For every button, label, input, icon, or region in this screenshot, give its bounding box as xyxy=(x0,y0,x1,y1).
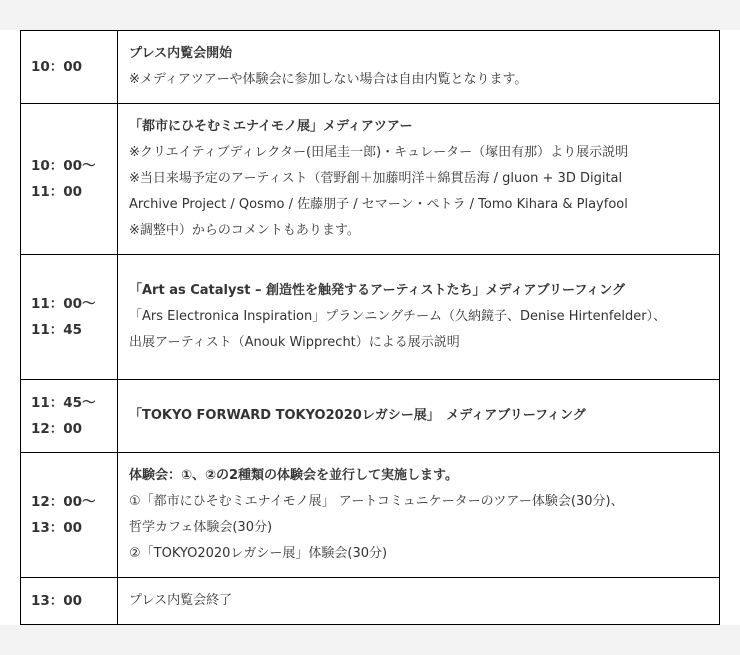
content-cell xyxy=(118,255,720,380)
time-start: 12：00〜 xyxy=(31,494,96,510)
time-cell xyxy=(21,255,118,380)
session-note: ※クリエイティブディレクター(田尾圭一郎)・キュレーター（塚田有那）より展示説明 xyxy=(129,145,629,160)
time-text: 10：00 xyxy=(31,59,83,75)
session-title: 「都市にひそむミエナイモノ展」メディアツアー xyxy=(129,119,413,134)
session-note: ※調整中）からのコメントもあります。 xyxy=(129,223,360,238)
table-row xyxy=(21,380,720,453)
time-start: 11：45〜 xyxy=(31,395,96,411)
session-note: 哲学カフェ体験会(30分) xyxy=(129,520,273,535)
content-cell xyxy=(118,453,720,578)
time-start: 11：00〜 xyxy=(31,296,96,312)
session-note: ①「都市にひそむミエナイモノ展」 アートコミュニケーターのツアー体験会(30分)、 xyxy=(129,494,624,509)
table-row xyxy=(21,578,720,625)
content-cell xyxy=(118,104,720,255)
content-cell xyxy=(118,31,720,104)
session-note: ※当日来場予定のアーティスト（菅野創＋加藤明洋＋綿貫岳海 / gluon + 3D Digital xyxy=(129,171,623,186)
session-title: プレス内覧会開始 xyxy=(129,46,233,61)
time-cell xyxy=(21,578,118,625)
content-cell xyxy=(118,578,720,625)
schedule-table xyxy=(20,30,720,625)
session-title: 「Art as Catalyst – 創造性を触発するアーティストたち」メディアブリーフィング xyxy=(129,283,626,298)
time-text: 13：00 xyxy=(31,593,83,609)
time-cell xyxy=(21,104,118,255)
table-row xyxy=(21,104,720,255)
time-start: 10：00〜 xyxy=(31,158,96,174)
content-cell xyxy=(118,380,720,453)
time-end: 12：00 xyxy=(31,421,83,437)
session-note: ②「TOKYO2020レガシー展」体験会(30分) xyxy=(129,546,388,561)
session-note: ※メディアツアーや体験会に参加しない場合は自由内覧となります。 xyxy=(129,72,528,87)
time-cell xyxy=(21,380,118,453)
time-cell xyxy=(21,453,118,578)
session-note: 出展アーティスト（Anouk Wipprecht）による展示説明 xyxy=(129,335,460,350)
schedule-page xyxy=(0,30,740,625)
time-end: 11：00 xyxy=(31,184,83,200)
session-title: プレス内覧会終了 xyxy=(129,593,233,608)
session-title: 「TOKYO FORWARD TOKYO2020レガシー展」 メディアブリーフィング xyxy=(129,408,586,423)
time-cell xyxy=(21,31,118,104)
time-end: 13：00 xyxy=(31,520,83,536)
session-note: Archive Project / Qosmo / 佐藤朋子 / セマーン・ペトラ / Tomo Kihara & Playfool xyxy=(129,197,628,212)
time-end: 11：45 xyxy=(31,322,83,338)
table-row xyxy=(21,453,720,578)
session-title: 体験会：①、②の2種類の体験会を並行して実施します。 xyxy=(129,468,459,483)
table-row xyxy=(21,255,720,380)
session-note: 「Ars Electronica Inspiration」プランニングチーム（久納鏡子、Denise Hirtenfelder）、 xyxy=(129,309,667,324)
table-row xyxy=(21,31,720,104)
